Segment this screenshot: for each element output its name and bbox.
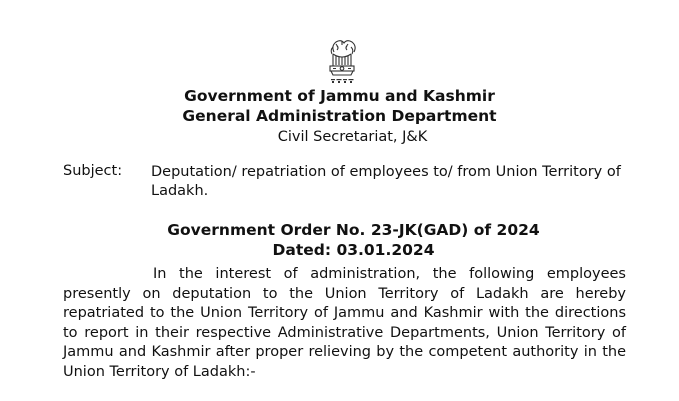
government-title: Government of Jammu and Kashmir: [184, 87, 495, 105]
subject-label: Subject:: [63, 163, 123, 179]
national-emblem-icon: [320, 38, 364, 88]
order-number: Government Order No. 23-JK(GAD) of 2024: [167, 221, 540, 239]
subject-text: Deputation/ repatriation of employees to/ from Union Territory of Ladakh.: [151, 164, 621, 199]
order-body-paragraph: In the interest of administration, the following employees presently on deputation to the Union Territory of Ladakh are hereby repatriated to the Union Territory of Jammu and Kashmir with the directions to report in their respective Administrative Departments, Union Territory of Jammu and Kashmir after proper relieving by the competent authority in the Union Territory of Ladakh:-: [63, 266, 626, 380]
order-date: Dated: 03.01.2024: [272, 241, 435, 259]
department-title: General Administration Department: [182, 107, 497, 125]
office-address: Civil Secretariat, J&K: [277, 129, 428, 145]
